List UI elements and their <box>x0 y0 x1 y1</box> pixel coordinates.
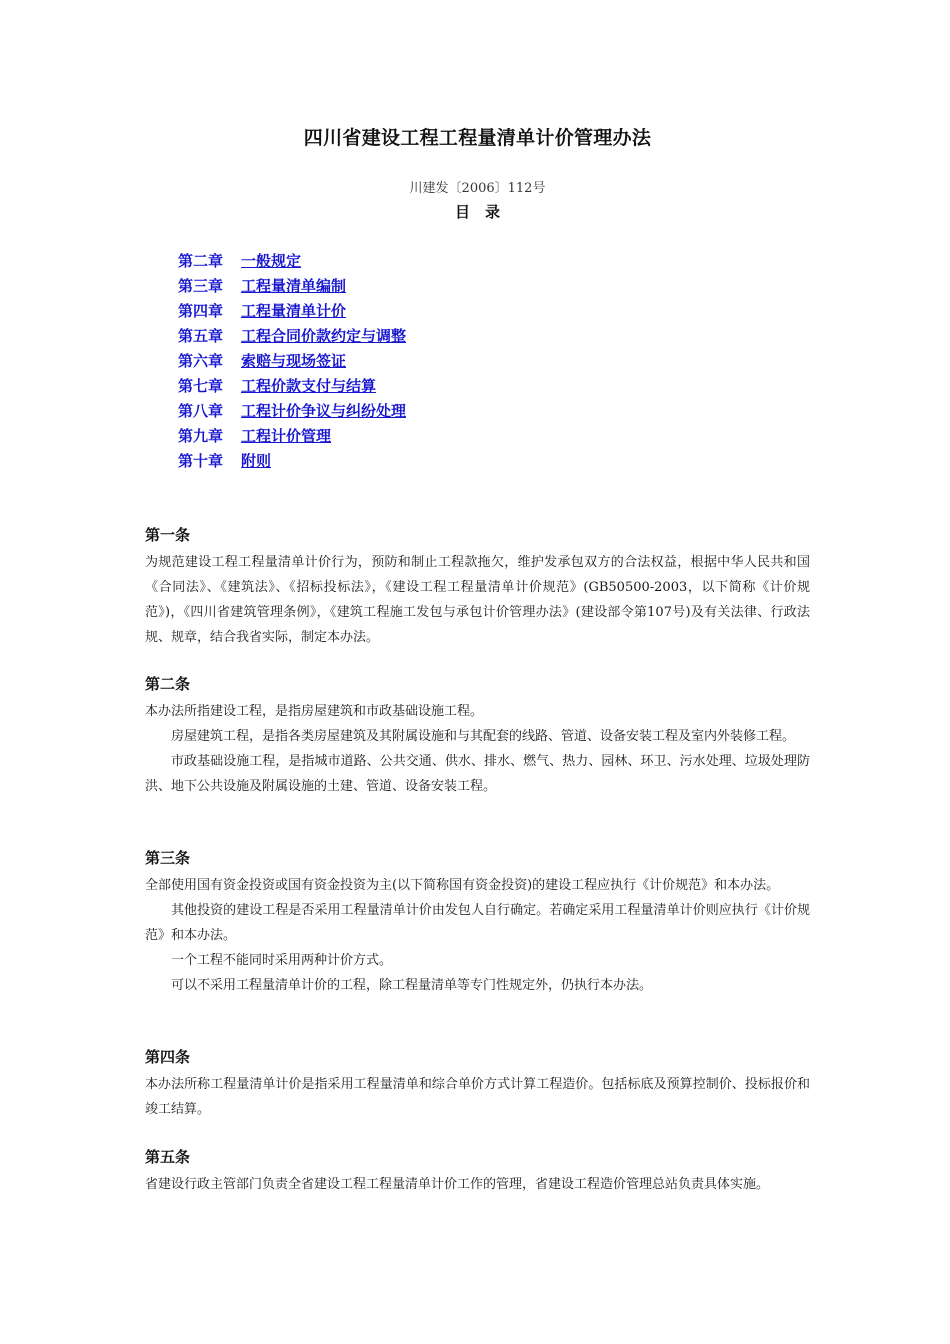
table-of-contents <box>178 250 406 475</box>
toc-item <box>178 325 406 350</box>
toc-link-chapter-7[interactable] <box>178 377 376 395</box>
toc-item <box>178 375 406 400</box>
article-paragraph: 本办法所指建设工程，是指房屋建筑和市政基础设施工程。 <box>145 704 484 719</box>
toc-item <box>178 400 406 425</box>
toc-chapter-title: 一般规定 <box>241 252 302 270</box>
article-paragraph: 本办法所称工程量清单计价是指采用工程量清单和综合单价方式计算工程造价。包括标底及预算控制价、投标报价和竣工结算。 <box>145 1077 810 1117</box>
toc-chapter-number: 第十章 <box>178 452 224 470</box>
toc-chapter-title: 索赔与现场签证 <box>241 352 347 370</box>
toc-link-chapter-9[interactable] <box>178 427 331 445</box>
toc-chapter-number: 第五章 <box>178 327 224 345</box>
article-heading: 第二条 <box>145 675 191 693</box>
toc-link-chapter-4[interactable] <box>178 302 346 320</box>
toc-chapter-title: 工程计价争议与纠纷处理 <box>241 402 407 420</box>
toc-chapter-number: 第三章 <box>178 277 224 295</box>
article-paragraph: 为规范建设工程工程量清单计价行为，预防和制止工程款拖欠，维护发承包双方的合法权益，根据中华人民共和国《合同法》、《建筑法》、《招标投标法》，《建设工程工程量清单计价规范》(GB50500-2003，以下简称《计价规范》)，《四川省建筑管理条例》，《建筑工程施工发包与承包计价管理办法》(建设部令第107号)及有关法律、行政法规、规章，结合我省实际，制定本办法。 <box>145 555 810 645</box>
article-paragraph: 全部使用国有资金投资或国有资金投资为主(以下简称国有资金投资)的建设工程应执行《计价规范》和本办法。 <box>145 878 780 893</box>
toc-link-chapter-5[interactable] <box>178 327 406 345</box>
article-paragraph: 省建设行政主管部门负责全省建设工程工程量清单计价工作的管理，省建设工程造价管理总站负责具体实施。 <box>145 1177 770 1192</box>
toc-chapter-number: 第二章 <box>178 252 224 270</box>
toc-chapter-number: 第九章 <box>178 427 224 445</box>
toc-item <box>178 350 406 375</box>
article-heading: 第三条 <box>145 849 191 867</box>
toc-item <box>178 250 406 275</box>
toc-chapter-number: 第八章 <box>178 402 224 420</box>
document-number: 川建发〔2006〕112号 <box>409 181 546 196</box>
article-paragraph: 其他投资的建设工程是否采用工程量清单计价由发包人自行确定。若确定采用工程量清单计价则应执行《计价规范》和本办法。 <box>145 903 810 943</box>
article-paragraph: 房屋建筑工程，是指各类房屋建筑及其附属设施和与其配套的线路、管道、设备安装工程及室内外装修工程。 <box>171 729 796 744</box>
article-4 <box>145 1046 810 1122</box>
toc-chapter-title: 工程量清单编制 <box>241 277 347 295</box>
toc-item <box>178 300 406 325</box>
toc-link-chapter-10[interactable] <box>178 452 271 470</box>
toc-link-chapter-2[interactable] <box>178 252 301 270</box>
article-paragraph: 一个工程不能同时采用两种计价方式。 <box>171 953 393 968</box>
article-paragraph: 市政基础设施工程，是指城市道路、公共交通、供水、排水、燃气、热力、园林、环卫、污水处理、垃圾处理防洪、地下公共设施及附属设施的土建、管道、设备安装工程。 <box>145 754 810 794</box>
toc-chapter-title: 附则 <box>241 452 272 470</box>
toc-link-chapter-6[interactable] <box>178 352 346 370</box>
toc-item <box>178 450 406 475</box>
document-title: 四川省建设工程工程量清单计价管理办法 <box>303 127 652 149</box>
toc-chapter-number: 第四章 <box>178 302 224 320</box>
article-paragraph: 可以不采用工程量清单计价的工程，除工程量清单等专门性规定外，仍执行本办法。 <box>171 978 653 993</box>
article-2 <box>145 673 810 799</box>
article-3 <box>145 847 810 998</box>
toc-link-chapter-8[interactable] <box>178 402 406 420</box>
toc-chapter-title: 工程合同价款约定与调整 <box>241 327 407 345</box>
toc-heading: 目 录 <box>454 203 500 221</box>
toc-chapter-title: 工程价款支付与结算 <box>241 377 377 395</box>
article-heading: 第一条 <box>145 526 191 544</box>
toc-chapter-title: 工程量清单计价 <box>241 302 347 320</box>
toc-chapter-number: 第七章 <box>178 377 224 395</box>
toc-chapter-number: 第六章 <box>178 352 224 370</box>
article-heading: 第五条 <box>145 1148 191 1166</box>
toc-link-chapter-3[interactable] <box>178 277 346 295</box>
toc-item <box>178 275 406 300</box>
article-1 <box>145 524 810 650</box>
article-5 <box>145 1146 810 1197</box>
toc-item <box>178 425 406 450</box>
toc-chapter-title: 工程计价管理 <box>241 427 332 445</box>
article-heading: 第四条 <box>145 1048 191 1066</box>
